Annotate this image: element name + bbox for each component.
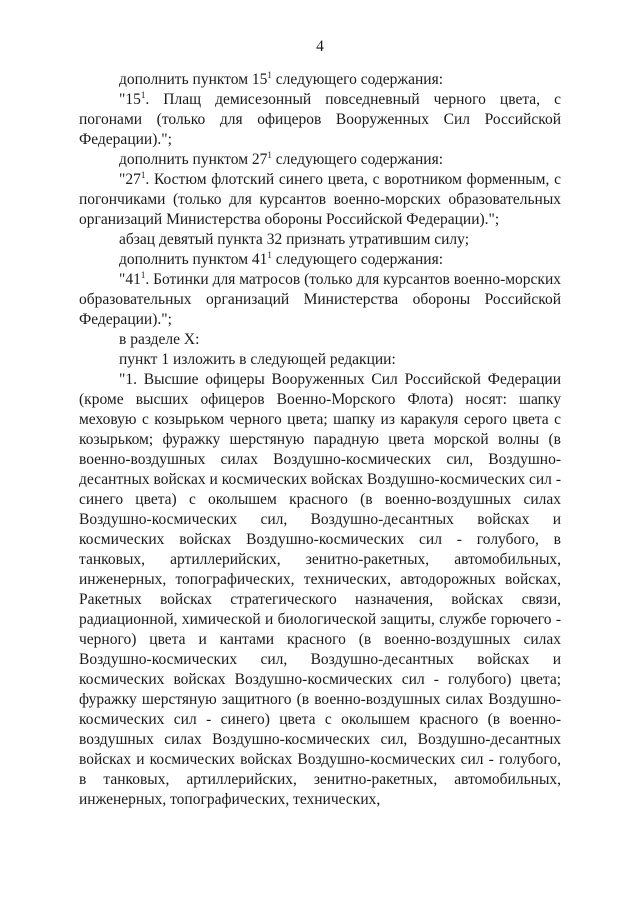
document-body: [79, 70, 561, 810]
superscript: 1: [140, 270, 146, 280]
paragraph-text: следующего содержания:: [271, 251, 444, 268]
paragraph-text: . Ботинки для матросов (только для курсантов военно-морских образовательных организаций Министерства обороны Российской Федерации).";: [79, 271, 562, 328]
paragraph-text: . Костюм флотский синего цвета, с воротником форменным, с погончиками (только для курсантов военно-морских образовательных организаций Министерства обороны Российской Федерации).";: [79, 171, 561, 228]
paragraph-text: пункт 1 изложить в следующей редакции:: [119, 351, 396, 368]
paragraph: [79, 150, 561, 170]
superscript: 1: [140, 90, 146, 100]
paragraph-text: дополнить пунктом 27: [119, 151, 268, 168]
page-number: 4: [316, 38, 324, 55]
paragraph: [79, 170, 561, 230]
superscript: 1: [140, 170, 146, 180]
paragraph: [79, 250, 561, 270]
superscript: 1: [267, 70, 272, 80]
paragraph: [79, 70, 561, 90]
paragraph: [79, 330, 561, 350]
paragraph-text: "1. Высшие офицеры Вооруженных Сил Российской Федерации (кроме высших офицеров Военно-Морского Флота) носят: шапку меховую с козырьком черного цвета; шапку из каракуля серого цвета с козырьком; фуражку шерстяную парадную цвета морской волны (в военно-воздушных силах Воздушно-космических сил, Воздушно-десантных войсках и космических войсках Воздушно-космических сил - синего цвета) с околышем красного (в военно-воздушных силах Воздушно-космических сил, Воздушно-десантных войсках и космических войсках Воздушно-космических сил - голубого, в танковых, артиллерийских, зенитно-ракетных, автомобильных, инженерных, топографических, технических, автодорожных войсках, Ракетных войсках стратегического назначения, войсках связи, радиационной, химической и биологической защиты, службе горючего - черного) цвета и кантами красного (в военно-воздушных силах Воздушно-космических сил, Воздушно-десантных войсках и космических войсках Воздушно-космических сил - голубого) цвета; фуражку шерстяную защитного (в военно-воздушных силах Воздушно-космических сил - синего) цвета с околышем красного (в военно-воздушных силах Воздушно-космических сил, Воздушно-десантных войсках и космических войсках Воздушно-космических сил - голубого, в танковых, артиллерийских, зенитно-ракетных, автомобильных, инженерных, топографических, технических,: [79, 371, 561, 808]
paragraph: [79, 370, 561, 810]
paragraph-text: "41: [119, 271, 141, 288]
paragraph-text: в разделе X:: [119, 331, 200, 348]
superscript: 1: [267, 250, 272, 260]
paragraph: [79, 90, 561, 150]
paragraph: [79, 350, 561, 370]
superscript: 1: [267, 150, 272, 160]
paragraph-text: . Плащ демисезонный повседневный черного цвета, с погонами (только для офицеров Вооруженных Сил Российской Федерации).";: [79, 91, 561, 148]
paragraph-text: следующего содержания:: [271, 71, 444, 88]
paragraph-text: дополнить пунктом 15: [119, 71, 268, 88]
paragraph-text: следующего содержания:: [271, 151, 444, 168]
paragraph: [79, 230, 561, 250]
paragraph-text: "15: [119, 91, 141, 108]
paragraph-text: "27: [119, 171, 141, 188]
paragraph: [79, 270, 561, 330]
paragraph-text: дополнить пунктом 41: [119, 251, 268, 268]
paragraph-text: абзац девятый пункта 32 признать утратившим силу;: [119, 231, 470, 248]
